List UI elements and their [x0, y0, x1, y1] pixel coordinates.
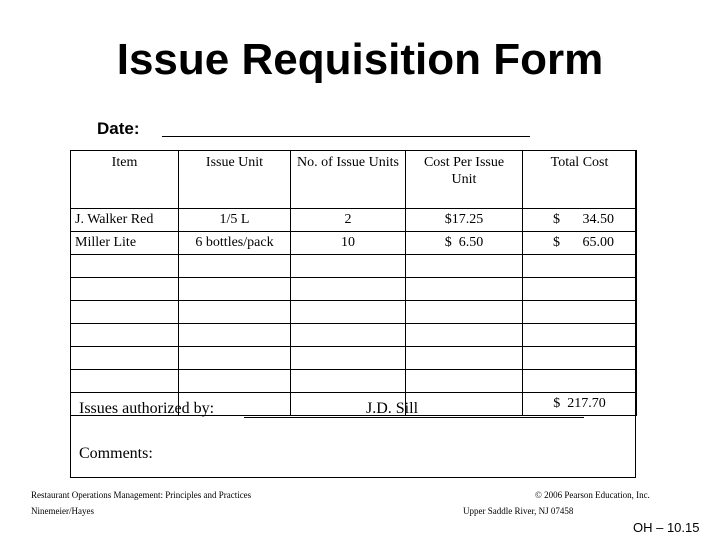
- table-row: [71, 232, 637, 255]
- empty-cell[interactable]: [406, 255, 523, 278]
- empty-cell[interactable]: [523, 255, 637, 278]
- total-value: 65.00: [582, 235, 614, 250]
- empty-cell[interactable]: [291, 324, 406, 347]
- table-row: [71, 301, 637, 324]
- empty-cell[interactable]: [523, 347, 637, 370]
- item-cell: Miller Lite: [71, 232, 179, 255]
- empty-cell[interactable]: [179, 255, 291, 278]
- issue-unit-cell: 6 bottles/pack: [179, 232, 291, 255]
- grand-total-cell: $ 217.70: [523, 393, 637, 416]
- empty-cell[interactable]: [406, 370, 523, 393]
- table-row: [71, 255, 637, 278]
- authorized-by-label: Issues authorized by:: [79, 400, 215, 417]
- quantity-cell: 10: [291, 232, 406, 255]
- table-row: [71, 209, 637, 232]
- total-value: 34.50: [582, 212, 614, 227]
- total-cost-cell: [523, 209, 637, 232]
- empty-cell[interactable]: [179, 370, 291, 393]
- total-cost-cell: [523, 232, 637, 255]
- empty-cell[interactable]: [71, 370, 179, 393]
- empty-cell[interactable]: [406, 278, 523, 301]
- empty-cell[interactable]: [406, 301, 523, 324]
- authorized-by-name: J.D. Sill: [366, 400, 419, 417]
- empty-cell[interactable]: [406, 393, 523, 416]
- footer-authors: Ninemeier/Hayes: [31, 506, 94, 516]
- quantity-cell: 2: [291, 209, 406, 232]
- empty-cell[interactable]: [71, 255, 179, 278]
- empty-cell[interactable]: [523, 370, 637, 393]
- empty-cell[interactable]: [179, 278, 291, 301]
- footer-copyright: © 2006 Pearson Education, Inc.: [535, 490, 650, 500]
- empty-cell[interactable]: [71, 324, 179, 347]
- date-label: Date:: [97, 119, 140, 138]
- column-header-item: Item: [71, 151, 179, 209]
- unit-cost-cell: $17.25: [406, 209, 523, 232]
- requisition-table: [70, 150, 637, 416]
- empty-cell[interactable]: [523, 324, 637, 347]
- empty-cell[interactable]: [179, 324, 291, 347]
- empty-cell[interactable]: [291, 347, 406, 370]
- currency-symbol: $: [553, 235, 560, 250]
- empty-cell[interactable]: [291, 301, 406, 324]
- empty-cell[interactable]: [291, 278, 406, 301]
- column-header-issue-unit: Issue Unit: [179, 151, 291, 209]
- date-field-line[interactable]: [162, 136, 530, 137]
- empty-cell[interactable]: [71, 278, 179, 301]
- empty-cell[interactable]: [406, 347, 523, 370]
- empty-cell[interactable]: [523, 301, 637, 324]
- empty-cell[interactable]: [406, 324, 523, 347]
- unit-cost-cell: $ 6.50: [406, 232, 523, 255]
- issue-unit-cell: 1/5 L: [179, 209, 291, 232]
- table-row: [71, 370, 637, 393]
- table-row: [71, 278, 637, 301]
- empty-cell[interactable]: [71, 347, 179, 370]
- slide-number: OH – 10.15: [633, 520, 700, 535]
- empty-cell[interactable]: [523, 278, 637, 301]
- column-header-cost-per-issue-unit: Cost Per Issue Unit: [406, 151, 523, 209]
- empty-cell[interactable]: [179, 347, 291, 370]
- table-header-row: [71, 151, 637, 209]
- form-title: Issue Requisition Form: [116, 35, 604, 84]
- empty-cell[interactable]: [291, 370, 406, 393]
- footer-book-title: Restaurant Operations Management: Principles and Practices: [31, 490, 252, 500]
- empty-cell[interactable]: [291, 255, 406, 278]
- comments-label: Comments:: [79, 445, 153, 462]
- column-header-no-of-issue-units: No. of Issue Units: [291, 151, 406, 209]
- empty-cell[interactable]: [71, 301, 179, 324]
- column-header-total-cost: Total Cost: [523, 151, 637, 209]
- currency-symbol: $: [553, 212, 560, 227]
- table-row: [71, 324, 637, 347]
- item-cell: J. Walker Red: [71, 209, 179, 232]
- footer-publisher-location: Upper Saddle River, NJ 07458: [463, 506, 574, 516]
- empty-cell[interactable]: [179, 301, 291, 324]
- table-row: [71, 347, 637, 370]
